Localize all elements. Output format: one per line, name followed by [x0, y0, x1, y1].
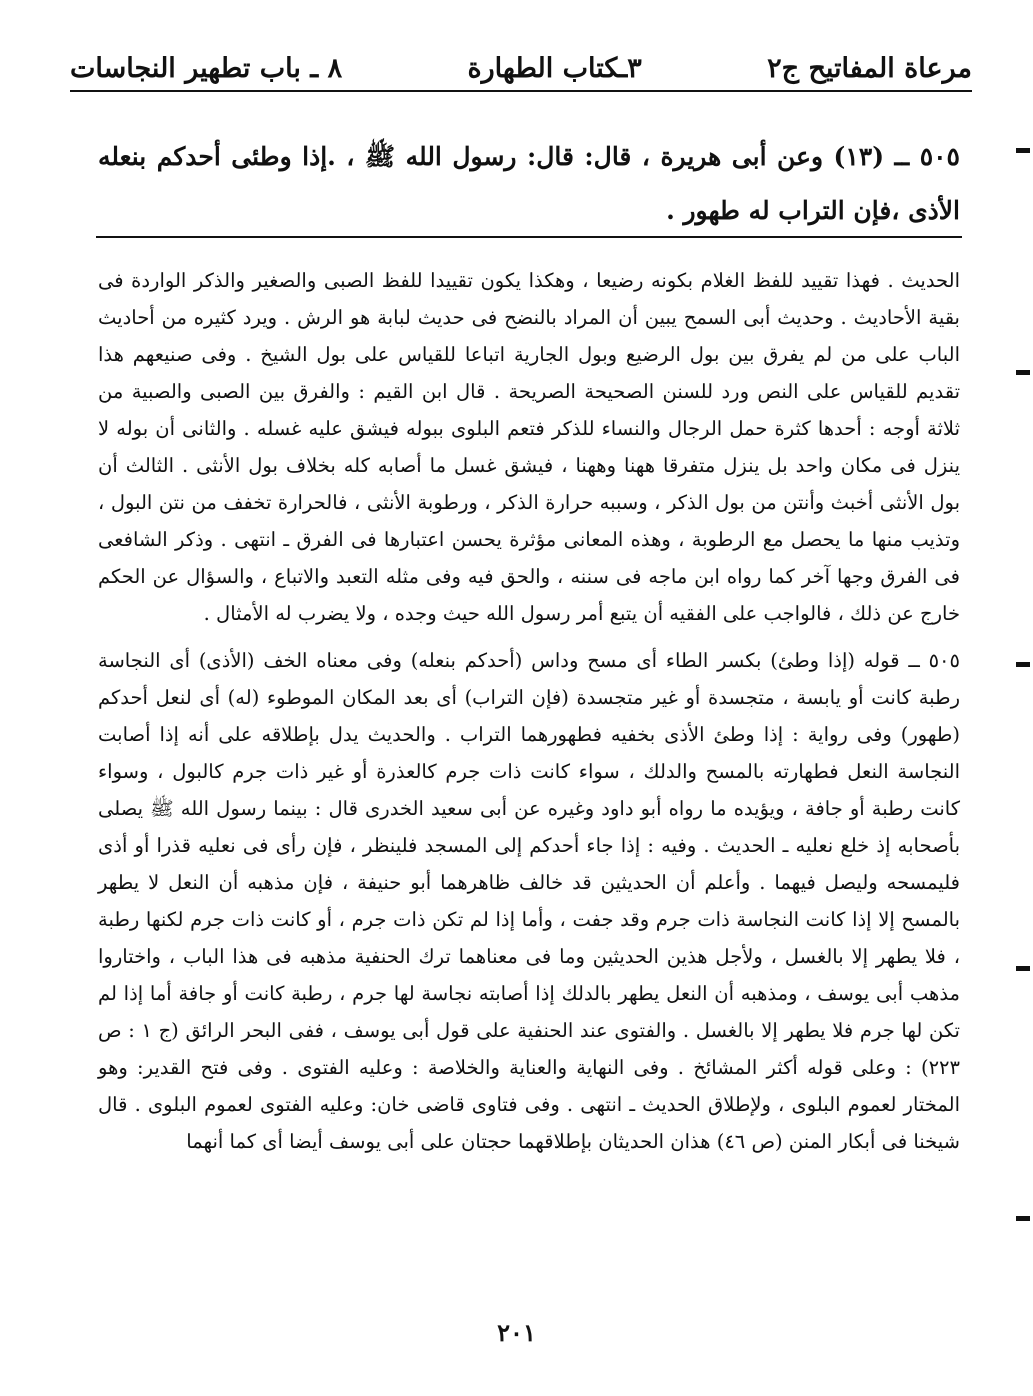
hadith-text: ٥٠٥ ــ (١٣) وعن أبى هريرة ، قال: قال: رسول الله ﷺ ، .إذا وطئى أحدكم بنعله الأذى ،فإن التراب له طهور .	[98, 142, 960, 225]
commentary	[98, 262, 960, 1170]
margin-mark	[1016, 1216, 1030, 1221]
book-title: مرعاة المفاتيح ج٢	[767, 52, 972, 84]
kitab-title: ٣ـكتاب الطهارة	[467, 52, 642, 84]
running-head	[70, 46, 972, 92]
separator-rule	[96, 236, 962, 238]
margin-mark	[1016, 662, 1030, 667]
margin-mark	[1016, 148, 1030, 153]
margin-mark	[1016, 966, 1030, 971]
margin-mark	[1016, 370, 1030, 375]
page-number: ٢٠١	[497, 1318, 536, 1347]
commentary-paragraph-1: الحديث . فهذا تقييد للفظ الغلام بكونه رضيعا ، وهكذا يكون تقييدا للفظ الصبى والصغير والذكر الواردة فى بقية الأحاديث . وحديث أبى السمح يبين أن المراد بالنضح فى حديث لبابة هو الرش . ويرد كثيره من أحاديث الباب على من لم يفرق بين بول الرضيع وبول الجارية اتباعا للقياس على بول الشيخ . وفى صنيعهم هذا تقديم للقياس على النص ورد للسنن الصحيحة الصريحة . قال ابن القيم : والفرق بين الصبى والصبية من ثلاثة أوجه : أحدها كثرة حمل الرجال والنساء للذكر فتعم البلوى ببوله فيشق عليه غسله . والثانى أن بوله لا ينزل فى مكان واحد بل ينزل متفرقا ههنا وههنا ، فيشق غسل ما أصابه كله بخلاف بول الأنثى . الثالث أن بول الأنثى أخبث وأنتن من بول الذكر ، وسببه حرارة الذكر ، ورطوبة الأنثى ، فالحرارة تخفف من نتن البول ، وتذيب منها ما يحصل مع الرطوبة ، وهذه المعانى مؤثرة يحسن اعتبارها فى الفرق ـ انتهى . وذكر الشافعى فى الفرق وجها آخر كما رواه ابن ماجه فى سننه ، والحق فيه وفى مثله التعبد والاتباع ، والسؤال عن الحكم خارج عن ذلك ، فالواجب على الفقيه أن يتبع أمر رسول الله حيث وجده ، ولا يضرب له الأمثال .	[98, 269, 960, 625]
bab-title: ٨ ـ باب تطهير النجاسات	[70, 52, 343, 84]
commentary-paragraph-2: ٥٠٥ ــ قوله (إذا وطئ) بكسر الطاء أى مسح وداس (أحدكم بنعله) وفى معناه الخف (الأذى) أى النجاسة رطبة كانت أو يابسة ، متجسدة أو غير متجسدة (فإن التراب) أى بعد المكان الموطوء (له) أى لنعل أحدكم (طهور) وفى رواية : إذا وطئ الأذى بخفيه فطهورهما التراب . والحديث يدل بإطلاقه على أنه إذا أصابت النجاسة النعل فطهارته بالمسح والدلك ، سواء كانت ذات جرم كالعذرة أو غير ذات جرم كالبول ، وسواء كانت رطبة أو جافة ، ويؤيده ما رواه أبو داود وغيره عن أبى سعيد الخدرى قال : بينما رسول الله ﷺ يصلى بأصحابه إذ خلع نعليه ـ الحديث . وفيه : إذا جاء أحدكم إلى المسجد فلينظر ، فإن رأى فى نعليه قذرا أو أذى فليمسحه وليصل فيهما . وأعلم أن الحديثين قد خالف ظاهرهما أبو حنيفة ، فإن مذهبه أن النعل لا يطهر بالمسح إلا إذا كانت النجاسة ذات جرم وقد جفت ، وأما إذا لم تكن ذات جرم ، أو كانت ذات جرم لكنها رطبة ، فلا يطهر إلا بالغسل ، ولأجل هذين الحديثين وما فى معناهما ترك الحنفية مذهبه فى هذا الباب ، واختاروا مذهب أبى يوسف ، ومذهبه أن النعل يطهر بالدلك إذا أصابته نجاسة لها جرم ، رطبة كانت أو جافة أما إذا لم تكن لها جرم فلا يطهر إلا بالغسل . والفتوى عند الحنفية على قول أبى يوسف ، ففى البحر الرائق (ج ١ : ص ٢٢٣) : وعلى قوله أكثر المشائخ . وفى النهاية والعناية والخلاصة : وعليه الفتوى . وفى فتح القدير: وهو المختار لعموم البلوى ، ولإطلاق الحديث ـ انتهى . وفى فتاوى قاضى خان: وعليه الفتوى لعموم البلوى . قال شيخنا فى أبكار المنن (ص ٤٦) هذان الحديثان بإطلاقهما حجتان على أبى يوسف أيضا أى كما أنهما	[98, 649, 960, 1153]
